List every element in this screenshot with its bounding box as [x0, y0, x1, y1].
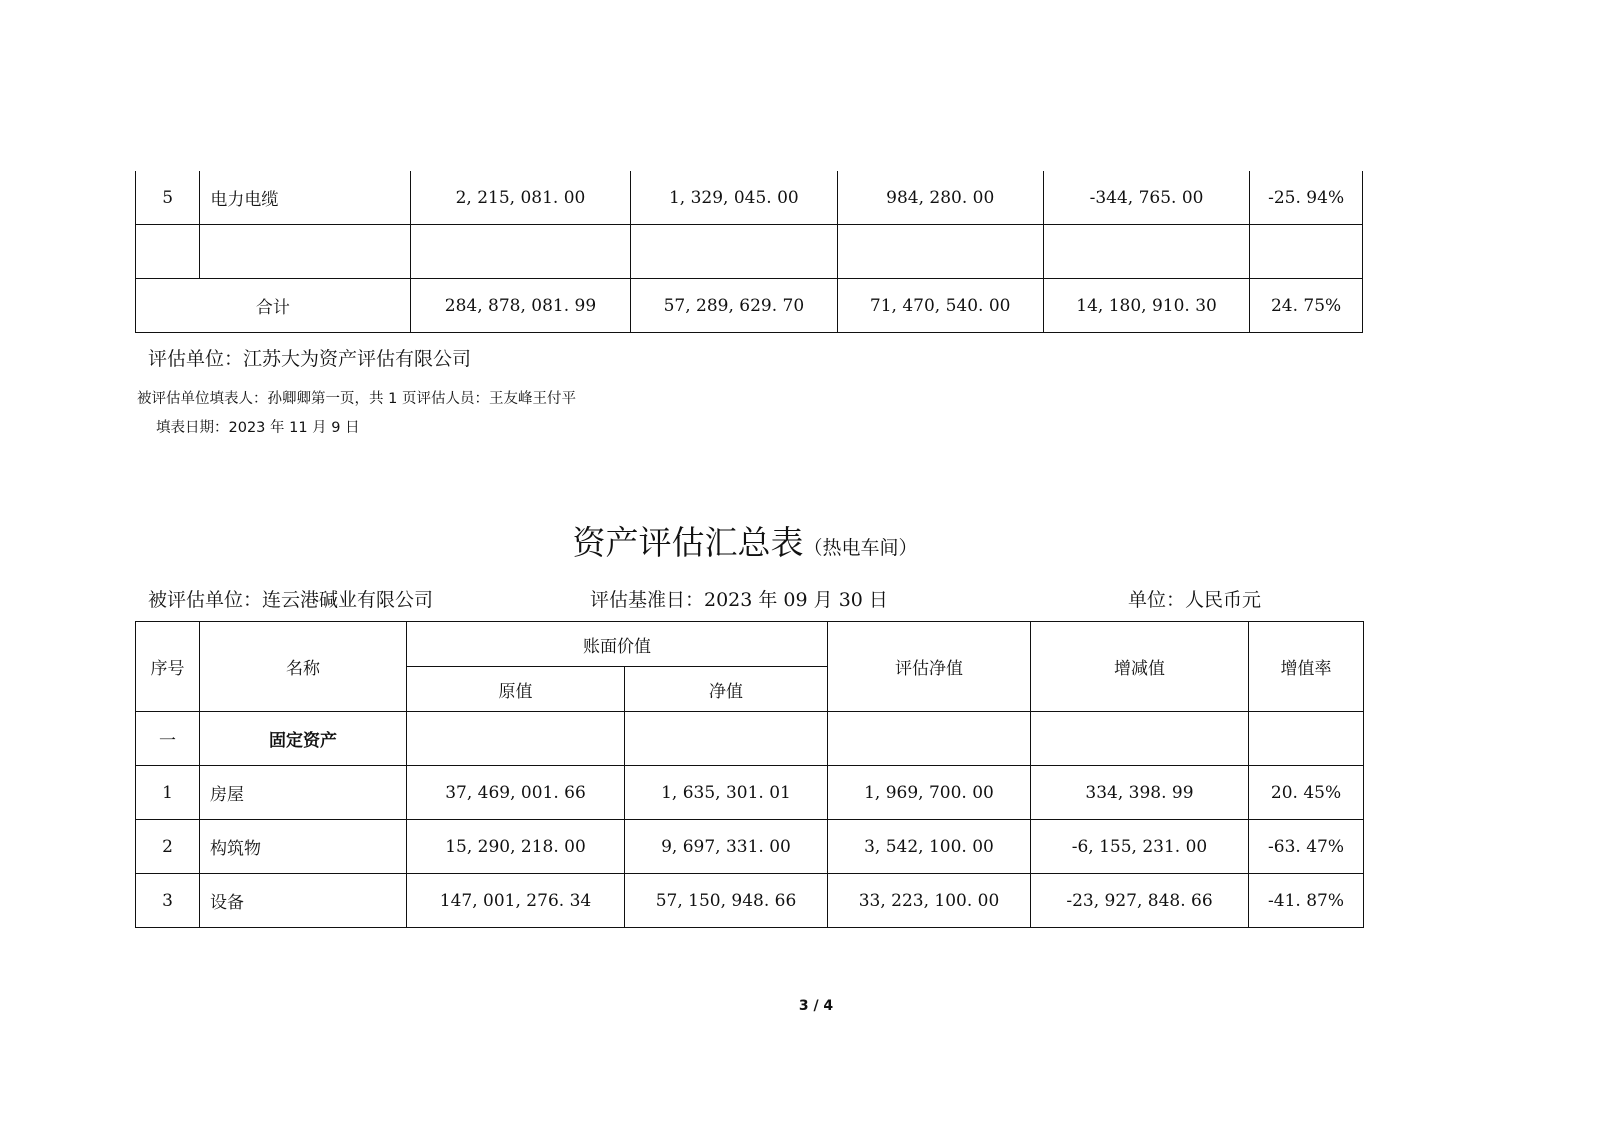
- title-sub: （热电车间）: [803, 537, 918, 559]
- net-value: 57, 150, 948. 66: [625, 874, 828, 928]
- row-name: 电力电缆: [200, 171, 410, 225]
- change-value: -23, 927, 848. 66: [1031, 874, 1249, 928]
- header-change-value: 增减值: [1031, 622, 1249, 712]
- original-value: 147, 001, 276. 34: [407, 874, 625, 928]
- title-main: 资产评估汇总表: [572, 523, 804, 562]
- change-rate: -25. 94%: [1250, 171, 1363, 225]
- empty-cell: [407, 712, 625, 766]
- empty-cell: [1249, 712, 1364, 766]
- table-row: [136, 820, 1364, 874]
- change-rate: -63. 47%: [1249, 820, 1364, 874]
- header-row: [136, 622, 1364, 667]
- empty-cell: [828, 712, 1031, 766]
- continued-summary-table: [135, 171, 1363, 333]
- total-evaluated-value: 71, 470, 540. 00: [837, 279, 1043, 333]
- header-evaluated-value: 评估净值: [828, 622, 1031, 712]
- row-name: [200, 225, 410, 279]
- base-date: 评估基准日：2023 年 09 月 30 日: [590, 589, 888, 611]
- row-number: 2: [136, 820, 200, 874]
- table-row: [136, 766, 1364, 820]
- row-name: 设备: [200, 874, 407, 928]
- change-rate: -41. 87%: [1249, 874, 1364, 928]
- header-book-value: 账面价值: [407, 622, 828, 667]
- row-name: 房屋: [200, 766, 407, 820]
- original-value: 15, 290, 218. 00: [407, 820, 625, 874]
- filler-line: 被评估单位填表人：孙卿卿第一页，共 1 页评估人员：王友峰王付平: [137, 391, 576, 407]
- page-title: [0, 517, 1490, 564]
- header-no: 序号: [136, 622, 200, 712]
- empty-cell: [625, 712, 828, 766]
- total-change-rate: 24. 75%: [1250, 279, 1363, 333]
- page-number: 3 / 4: [798, 998, 834, 1014]
- evaluated-unit: 被评估单位：连云港碱业有限公司: [148, 589, 434, 611]
- net-value: 1, 635, 301. 01: [625, 766, 828, 820]
- change-value: [1043, 225, 1249, 279]
- change-rate: 20. 45%: [1249, 766, 1364, 820]
- change-value: -344, 765. 00: [1043, 171, 1249, 225]
- section-row: [136, 712, 1364, 766]
- total-label: 合计: [136, 279, 411, 333]
- change-rate: [1250, 225, 1363, 279]
- original-value: 2, 215, 081. 00: [410, 171, 630, 225]
- evaluated-value: 3, 542, 100. 00: [828, 820, 1031, 874]
- appraisal-firm-line: 评估单位：江苏大为资产评估有限公司: [148, 348, 472, 370]
- asset-summary-table: [135, 621, 1364, 928]
- header-original-value: 原值: [407, 667, 625, 712]
- evaluated-value: 1, 969, 700. 00: [828, 766, 1031, 820]
- currency-unit: 单位：人民币元: [1128, 589, 1262, 611]
- section-number: 一: [136, 712, 200, 766]
- net-value: 1, 329, 045. 00: [631, 171, 837, 225]
- total-row: [136, 279, 1363, 333]
- section-name: 固定资产: [200, 712, 407, 766]
- net-value: 9, 697, 331. 00: [625, 820, 828, 874]
- evaluated-value: 984, 280. 00: [837, 171, 1043, 225]
- net-value: [631, 225, 837, 279]
- change-value: -6, 155, 231. 00: [1031, 820, 1249, 874]
- header-change-rate: 增值率: [1249, 622, 1364, 712]
- fill-date-line: 填表日期：2023 年 11 月 9 日: [156, 420, 360, 436]
- table-row: [136, 225, 1363, 279]
- row-number: [136, 225, 200, 279]
- row-number: 3: [136, 874, 200, 928]
- row-name: 构筑物: [200, 820, 407, 874]
- evaluated-value: [837, 225, 1043, 279]
- total-original-value: 284, 878, 081. 99: [410, 279, 630, 333]
- original-value: 37, 469, 001. 66: [407, 766, 625, 820]
- total-change-value: 14, 180, 910. 30: [1043, 279, 1249, 333]
- table-row: [136, 171, 1363, 225]
- row-number: 5: [136, 171, 200, 225]
- row-number: 1: [136, 766, 200, 820]
- header-name: 名称: [200, 622, 407, 712]
- original-value: [410, 225, 630, 279]
- total-net-value: 57, 289, 629. 70: [631, 279, 837, 333]
- header-net-value: 净值: [625, 667, 828, 712]
- table-row: [136, 874, 1364, 928]
- empty-cell: [1031, 712, 1249, 766]
- change-value: 334, 398. 99: [1031, 766, 1249, 820]
- evaluated-value: 33, 223, 100. 00: [828, 874, 1031, 928]
